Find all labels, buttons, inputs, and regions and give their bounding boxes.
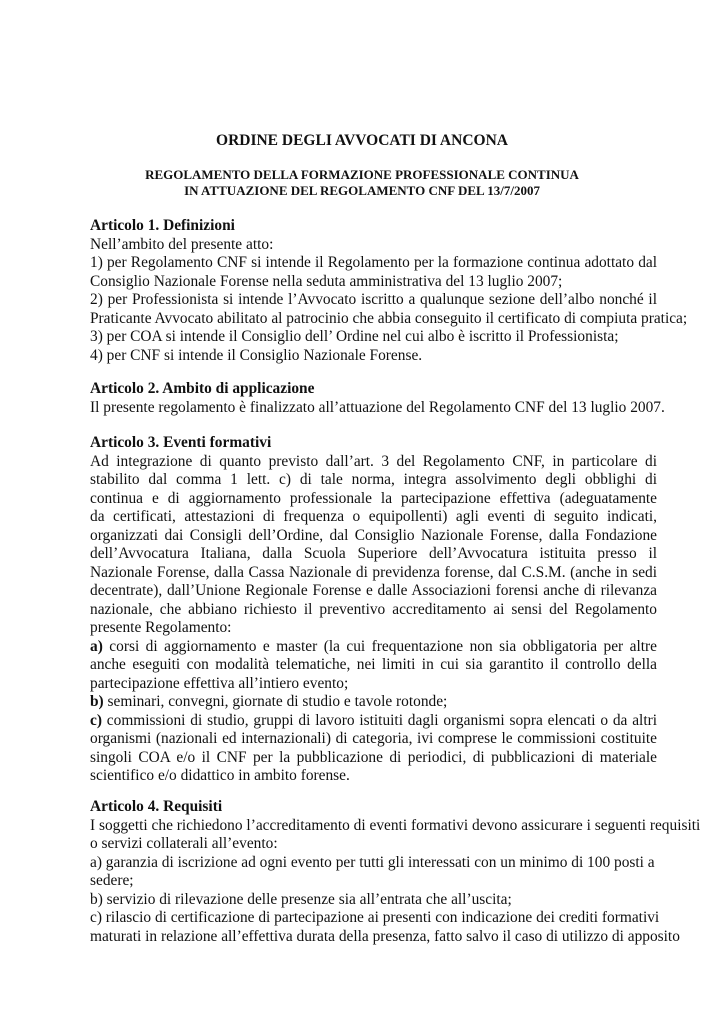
text-line (90, 601, 657, 620)
text-line (90, 909, 660, 928)
text-line (90, 854, 657, 873)
line-text: corsi di aggiornamento e master (la cui frequentazione non sia obbligatoria per altre (109, 637, 657, 655)
text-line (90, 398, 665, 418)
line-text: seminari, convegni, giornate di studio e tavole rotonde; (103, 693, 448, 710)
line-text: stabilito dal comma 1 lett. c) di tale norma, integra assolvimento degli obblighi di (90, 471, 657, 488)
line-text: Nell’ambito del presente atto: (90, 235, 274, 253)
article-heading: Articolo 4. Requisiti (90, 798, 223, 815)
line-text: presente Regolamento: (90, 619, 232, 636)
line-text: Nazionale Forense, dalla Cassa Nazionale di previdenza forense, dal C.S.M. (anche in sedi (90, 563, 657, 581)
article-heading: Articolo 2. Ambito di applicazione (90, 380, 315, 397)
line-text: partecipazione effettiva all’intiero evento; (90, 674, 349, 692)
line-text: anche eseguiti con modalità telematiche, nei limiti in cui sia garantito il controllo della (90, 656, 657, 673)
text-line (90, 891, 657, 910)
list-marker: a) (90, 637, 103, 655)
line-text: decentrate), dall’Unione Regionale Forense e dalle Associazioni forensi anche di rilevanza (90, 582, 657, 599)
text-line (90, 453, 657, 472)
list-marker: c) (90, 711, 102, 729)
line-text: I soggetti che richiedono l’accreditamento di eventi formativi devono assicurare i seguenti requisiti (90, 816, 701, 834)
line-text: sedere; (90, 872, 134, 889)
line-text: maturati in relazione all’effettiva durata della presenza, fatto salvo il caso di utilizzo di apposito (90, 927, 680, 945)
text-line (90, 730, 657, 749)
line-text: Il presente regolamento è finalizzato all’attuazione del Regolamento CNF del 13 luglio 2007. (90, 398, 665, 416)
line-text: 1) per Regolamento CNF si intende il Regolamento per la formazione continua adottato dal (90, 254, 657, 271)
text-line (90, 619, 657, 638)
text-line (90, 749, 657, 768)
line-text: Praticante Avvocato abilitato al patrocinio che abbia conseguito il certificato di compiuta pratica; (90, 309, 688, 327)
text-line (90, 927, 680, 947)
line-text: Ad integrazione di quanto previsto dall’art. 3 del Regolamento CNF, in particolare di (90, 452, 657, 470)
subtitle-line: IN ATTUAZIONE DEL REGOLAMENTO CNF DEL 13/7/2007 (184, 183, 540, 198)
line-text: Consiglio Nazionale Forense nella seduta amministrativa del 13 luglio 2007; (90, 272, 563, 290)
line-text: scientifico e/o didattico in ambito forense. (90, 767, 350, 784)
text-line (90, 328, 657, 347)
text-line (90, 291, 657, 310)
line-text: 4) per CNF si intende il Consiglio Nazionale Forense. (90, 346, 423, 364)
document-title: ORDINE DEGLI AVVOCATI DI ANCONA (216, 132, 508, 149)
line-text: 2) per Professionista si intende l’Avvocato iscritto a qualunque sezione dell’albo nonché il (90, 291, 657, 308)
list-marker: b) (90, 693, 104, 710)
article-section (90, 217, 688, 365)
text-line (90, 767, 657, 786)
text-line (90, 656, 657, 675)
text-line (90, 545, 657, 564)
document-subtitle (0, 167, 724, 199)
text-line (90, 508, 657, 527)
text-line (90, 872, 657, 891)
text-line (90, 712, 657, 731)
line-text: da certificati, attestazioni di frequenza o equipollenti) agli eventi di seguito indicati, (90, 508, 657, 525)
article-heading: Articolo 1. Definizioni (90, 217, 235, 234)
text-line (90, 236, 657, 255)
text-line (90, 835, 657, 854)
line-text: a) garanzia di iscrizione ad ogni evento per tutti gli interessati con un minimo di 100 posti a (90, 853, 655, 871)
line-text: c) rilascio di certificazione di partecipazione ai presenti con indicazione dei crediti formativi (90, 909, 660, 926)
text-line (90, 675, 657, 694)
text-line (90, 527, 657, 546)
text-line (90, 254, 657, 273)
text-line (90, 582, 657, 601)
line-text: commissioni di studio, gruppi di lavoro istituiti dagli organismi sopra elencati o da altri (101, 711, 657, 729)
text-line (90, 564, 657, 583)
text-line (90, 638, 657, 657)
text-line (90, 471, 657, 490)
article-section (90, 798, 701, 946)
text-line (90, 273, 657, 292)
article-section (90, 380, 665, 417)
subtitle-line: REGOLAMENTO DELLA FORMAZIONE PROFESSIONALE CONTINUA (145, 167, 579, 182)
line-text: 3) per COA si intende il Consiglio dell’ Ordine nel cui albo è iscritto il Professionista; (90, 328, 619, 345)
text-line (90, 347, 657, 366)
line-text: organizzati dai Consigli dell’Ordine, dal Consiglio Nazionale Forense, dalla Fondazione (90, 526, 657, 544)
article-heading: Articolo 3. Eventi formativi (90, 434, 272, 451)
article-section (90, 434, 657, 786)
line-text: b) servizio di rilevazione delle presenze sia all’entrata che all’uscita; (90, 890, 512, 908)
text-line (90, 816, 701, 836)
text-line (90, 309, 688, 329)
text-line (90, 693, 657, 712)
line-text: nazionale, che abbiano richiesto il preventivo accreditamento ai sensi del Regolamento (90, 600, 657, 618)
line-text: continua e di aggiornamento professionale la partecipazione effettiva (adeguatamente (90, 489, 657, 507)
line-text: dell’Avvocatura Italiana, dalla Scuola Superiore dell’Avvocatura istituita presso il (90, 545, 657, 562)
line-text: singoli COA e/o il CNF per la pubblicazione di periodici, di pubblicazioni di materiale (90, 748, 657, 766)
line-text: o servizi collaterali all’evento: (90, 835, 278, 852)
line-text: organismi (nazionali ed internazionali) di categoria, ivi comprese le commissioni costituite (90, 730, 657, 747)
text-line (90, 490, 657, 509)
